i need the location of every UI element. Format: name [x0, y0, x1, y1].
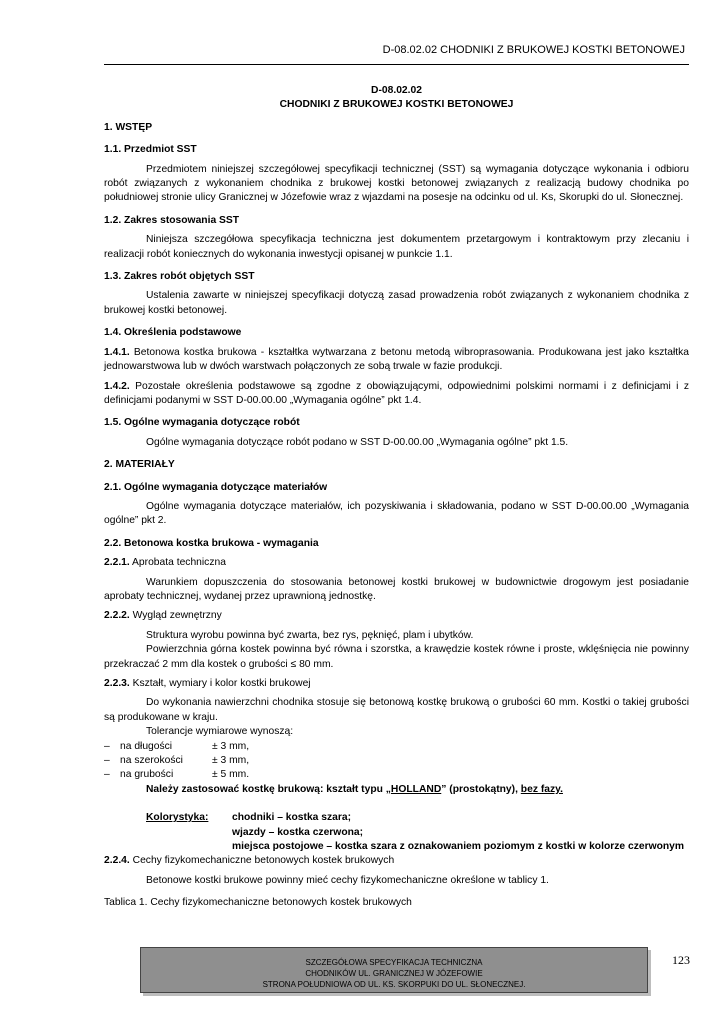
shape-prefix: Należy zastosować kostkę brukową: kształt typu „ — [146, 783, 391, 795]
tolerance-intro: Tolerancje wymiarowe wynoszą: — [146, 726, 294, 738]
section-2-2-heading: 2.2. Betonowa kostka brukowa - wymagania — [104, 537, 319, 549]
list-dash: – — [104, 740, 110, 752]
tolerance-row — [104, 740, 689, 754]
page-number: 123 — [672, 953, 690, 967]
section-1-4-2-text: Pozostałe określenia podstawowe są zgodne z obowiązującymi, odpowiednimi polskimi normami i z definicjami i z definicjami podanymi w SST D-00.00.00 „Wymagania ogólne” pkt 1.4. — [104, 380, 689, 406]
section-2-2-4-heading — [104, 854, 689, 868]
section-2-2-4-number: 2.2.4. — [104, 855, 130, 867]
tolerance-name: na długości — [120, 740, 173, 752]
section-2-2-2-number: 2.2.2. — [104, 610, 130, 622]
section-2-2-3-text: Do wykonania nawierzchni chodnika stosuje się betonową kostkę brukową o grubości 60 mm. Kostki o takiej grubości są produkowane w kraju. — [104, 697, 689, 723]
section-1-4-1-number: 1.4.1. — [104, 346, 130, 358]
colors-spacer — [104, 840, 232, 854]
footer-text — [141, 948, 647, 990]
section-1-5-text: Ogólne wymagania dotyczące robót podano w SST D-00.00.00 „Wymagania ogólne” pkt 1.5. — [146, 436, 569, 448]
color-item: chodniki – kostka szara; — [232, 812, 352, 824]
list-dash: – — [104, 769, 110, 781]
colors-spacer — [104, 826, 232, 840]
table-caption: Tablica 1. Cechy fizykomechaniczne betonowych kostek brukowych — [104, 897, 412, 909]
section-2-2-1-title: Aprobata techniczna — [129, 557, 226, 569]
header-rule — [104, 64, 689, 65]
tolerance-list — [104, 740, 689, 783]
section-1-heading: 1. WSTĘP — [104, 121, 153, 133]
shape-name: HOLLAND — [390, 783, 442, 795]
footer-line-3: STRONA POŁUDNIOWA OD UL. KS. SKORPUKI DO UL. SŁONECZNEJ. — [262, 980, 526, 989]
running-header: D-08.02.02 CHODNIKI Z BRUKOWEJ KOSTKI BETONOWEJ — [382, 44, 685, 56]
section-1-4-1-paragraph — [104, 346, 689, 375]
section-1-2-text: Niniejsza szczegółowa specyfikacja techniczna jest dokumentem przetargowym i kontraktowym przy zlecaniu i realizacji robót koniecznych do wykonania inwestycji opisanej w punkcie 1.1. — [104, 234, 689, 260]
section-1-5-heading: 1.5. Ogólne wymagania dotyczące robót — [104, 417, 300, 429]
section-1-2-heading: 1.2. Zakres stosowania SST — [104, 214, 240, 226]
section-2-2-3-heading — [104, 677, 689, 691]
doc-code: D-08.02.02 — [371, 85, 422, 96]
tolerance-row — [104, 768, 689, 782]
section-2-2-4-text: Betonowe kostki brukowe powinny mieć cechy fizykomechaniczne określone w tablicy 1. — [146, 874, 549, 886]
section-1-4-2-paragraph — [104, 380, 689, 409]
tolerance-name: na szerokości — [120, 755, 183, 767]
tolerance-value: ± 3 mm, — [212, 740, 250, 752]
section-2-2-3-title: Kształt, wymiary i kolor kostki brukowej — [129, 678, 311, 689]
shape-mid: ” (prostokątny), — [441, 783, 521, 795]
section-2-2-4-title: Cechy fizykomechaniczne betonowych kostek brukowych — [129, 855, 395, 867]
section-1-1-text: Przedmiotem niniejszej szczegółowej specyfikacji technicznej (SST) są wymagania dotyczące wykonania i odbioru robót związanych z wykonaniem chodnika z brukowej kostki betonowej związanych z realizacją budowy chodnika po południowej stronie ulicy Granicznej w Józefowie wraz z wjazdami na posesje na odcinku od ul. Ks, Skorupki do ul. Słonecznej. — [104, 163, 689, 204]
footer-box — [140, 947, 648, 993]
section-1-4-2-number: 1.4.2. — [104, 380, 130, 392]
section-2-2-3-number: 2.2.3. — [104, 678, 130, 689]
section-2-2-2-text-1: Struktura wyrobu powinna być zwarta, bez rys, pęknięć, plam i ubytków. — [146, 629, 474, 641]
document-body — [104, 84, 689, 916]
tolerance-name: na grubości — [120, 769, 174, 781]
color-item: miejsca postojowe – kostka szara z oznakowaniem poziomym z kostki w kolorze czerwonym — [232, 841, 685, 853]
color-row — [104, 811, 689, 825]
colors-block — [104, 811, 689, 854]
color-item: wjazdy – kostka czerwona; — [232, 826, 364, 838]
section-1-1-heading: 1.1. Przedmiot SST — [104, 144, 197, 156]
section-2-2-2-title: Wygląd zewnętrzny — [129, 610, 222, 622]
footer-line-1: SZCZEGÓŁOWA SPECYFIKACJA TECHNICZNA — [305, 958, 483, 967]
shape-requirement — [104, 783, 689, 797]
section-2-2-1-text: Warunkiem dopuszczenia do stosowania betonowej kostki brukowej w budownictwie drogowym jest posiadanie aprobaty technicznej, wydanej przez uprawnioną jednostkę. — [104, 576, 689, 602]
section-2-2-2-text-2: Powierzchnia górna kostek powinna być równa i szorstka, a krawędzie kostek równe i proste, wklęśnięcia nie powinny przekraczać 2 mm dla kostek o grubości ≤ 80 mm. — [104, 644, 689, 670]
doc-title: CHODNIKI Z BRUKOWEJ KOSTKI BETONOWEJ — [279, 99, 514, 111]
section-1-4-heading: 1.4. Określenia podstawowe — [104, 327, 242, 339]
section-1-3-text: Ustalenia zawarte w niniejszej specyfikacji dotyczą zasad prowadzenia robót związanych z wykonaniem chodnika z brukowej kostki betonowej. — [104, 290, 689, 316]
section-2-2-1-heading — [104, 556, 689, 570]
footer-line-2: CHODNIKÓW UL. GRANICZNEJ W JÓZEFOWIE — [305, 969, 483, 978]
section-1-3-heading: 1.3. Zakres robót objętych SST — [104, 271, 255, 283]
color-row — [104, 840, 689, 854]
shape-bevel: bez fazy. — [520, 783, 563, 795]
tolerance-value: ± 3 mm, — [212, 755, 250, 767]
tolerance-row — [104, 754, 689, 768]
section-2-1-text: Ogólne wymagania dotyczące materiałów, ich pozyskiwania i składowania, podano w SST D-00.00.00 „Wymagania ogólne” pkt 2. — [104, 500, 689, 527]
tolerance-value: ± 5 mm. — [212, 769, 250, 781]
colors-label: Kolorystyka: — [146, 812, 209, 824]
color-row — [104, 826, 689, 840]
section-1-4-1-text: Betonowa kostka brukowa - kształtka wytwarzana z betonu metodą wibroprasowania. Produkowana jest jako kształtka jednowarstwowa lub w dwóch warstwach połączonych ze sobą trwale w fazie produkcji. — [104, 346, 689, 373]
section-2-2-1-number: 2.2.1. — [104, 557, 130, 569]
section-2-2-2-heading — [104, 609, 689, 623]
list-dash: – — [104, 755, 110, 767]
section-2-1-heading: 2.1. Ogólne wymagania dotyczące materiałów — [104, 481, 328, 493]
section-2-heading: 2. MATERIAŁY — [104, 459, 175, 471]
